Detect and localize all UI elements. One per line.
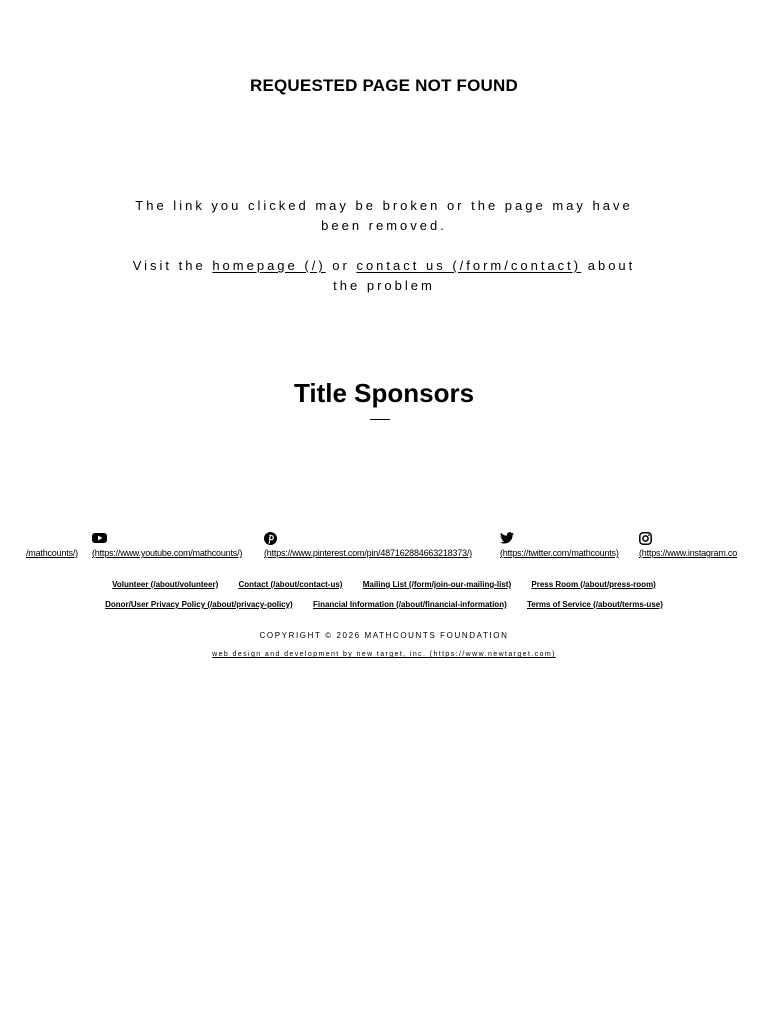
footer-volunteer-link[interactable]: Volunteer (/about/volunteer) — [112, 580, 219, 589]
youtube-link[interactable]: (https://www.youtube.com/mathcounts/) — [92, 548, 243, 558]
twitter-link[interactable]: (https://twitter.com/mathcounts) — [500, 548, 619, 558]
sponsors-heading: Title Sponsors — [293, 378, 475, 408]
credit-line — [0, 651, 768, 658]
social-youtube[interactable] — [92, 532, 243, 562]
footer-links-row-1 — [0, 580, 768, 589]
social-instagram[interactable] — [639, 532, 738, 562]
pinterest-icon[interactable] — [264, 532, 277, 546]
visit-prefix-text: Visit the — [132, 258, 213, 273]
instagram-link[interactable]: (https://www.instagram.co — [639, 548, 738, 558]
error-message: The link you clicked may be broken or the page may have been removed. — [135, 198, 633, 233]
suffix-text: about the problem — [333, 258, 636, 293]
footer-mailing-list-link[interactable]: Mailing List (/form/join-our-mailing-list) — [362, 580, 512, 589]
contact-us-link[interactable]: contact us (/form/contact) — [356, 258, 582, 273]
sponsors-divider — [370, 419, 390, 420]
footer-terms-link[interactable]: Terms of Service (/about/terms-use) — [526, 600, 663, 609]
footer-privacy-policy-link[interactable]: Donor/User Privacy Policy (/about/privacy-policy) — [105, 600, 293, 609]
page-title: REQUESTED PAGE NOT FOUND — [249, 76, 518, 95]
or-text: or — [325, 258, 357, 273]
footer-financial-info-link[interactable]: Financial Information (/about/financial-information) — [312, 600, 507, 609]
copyright-text: COPYRIGHT © 2026 MATHCOUNTS FOUNDATION — [259, 631, 509, 640]
credit-link[interactable]: web design and development by new target, inc. (https://www.newtarget.com) — [212, 651, 556, 658]
social-twitter[interactable] — [500, 532, 619, 562]
twitter-icon[interactable] — [500, 532, 514, 546]
youtube-icon[interactable] — [92, 532, 107, 546]
homepage-link[interactable]: homepage (/) — [212, 258, 326, 273]
footer-press-room-link[interactable]: Press Room (/about/press-room) — [531, 580, 656, 589]
footer-contact-link[interactable]: Contact (/about/contact-us) — [238, 580, 343, 589]
instagram-icon[interactable] — [639, 532, 652, 546]
footer-links-row-2 — [0, 600, 768, 609]
facebook-link[interactable]: /mathcounts/) — [26, 548, 78, 558]
error-help-text — [120, 256, 648, 296]
social-pinterest[interactable] — [264, 532, 472, 562]
pinterest-link[interactable]: (https://www.pinterest.com/pin/487162884663218373/) — [264, 548, 472, 558]
